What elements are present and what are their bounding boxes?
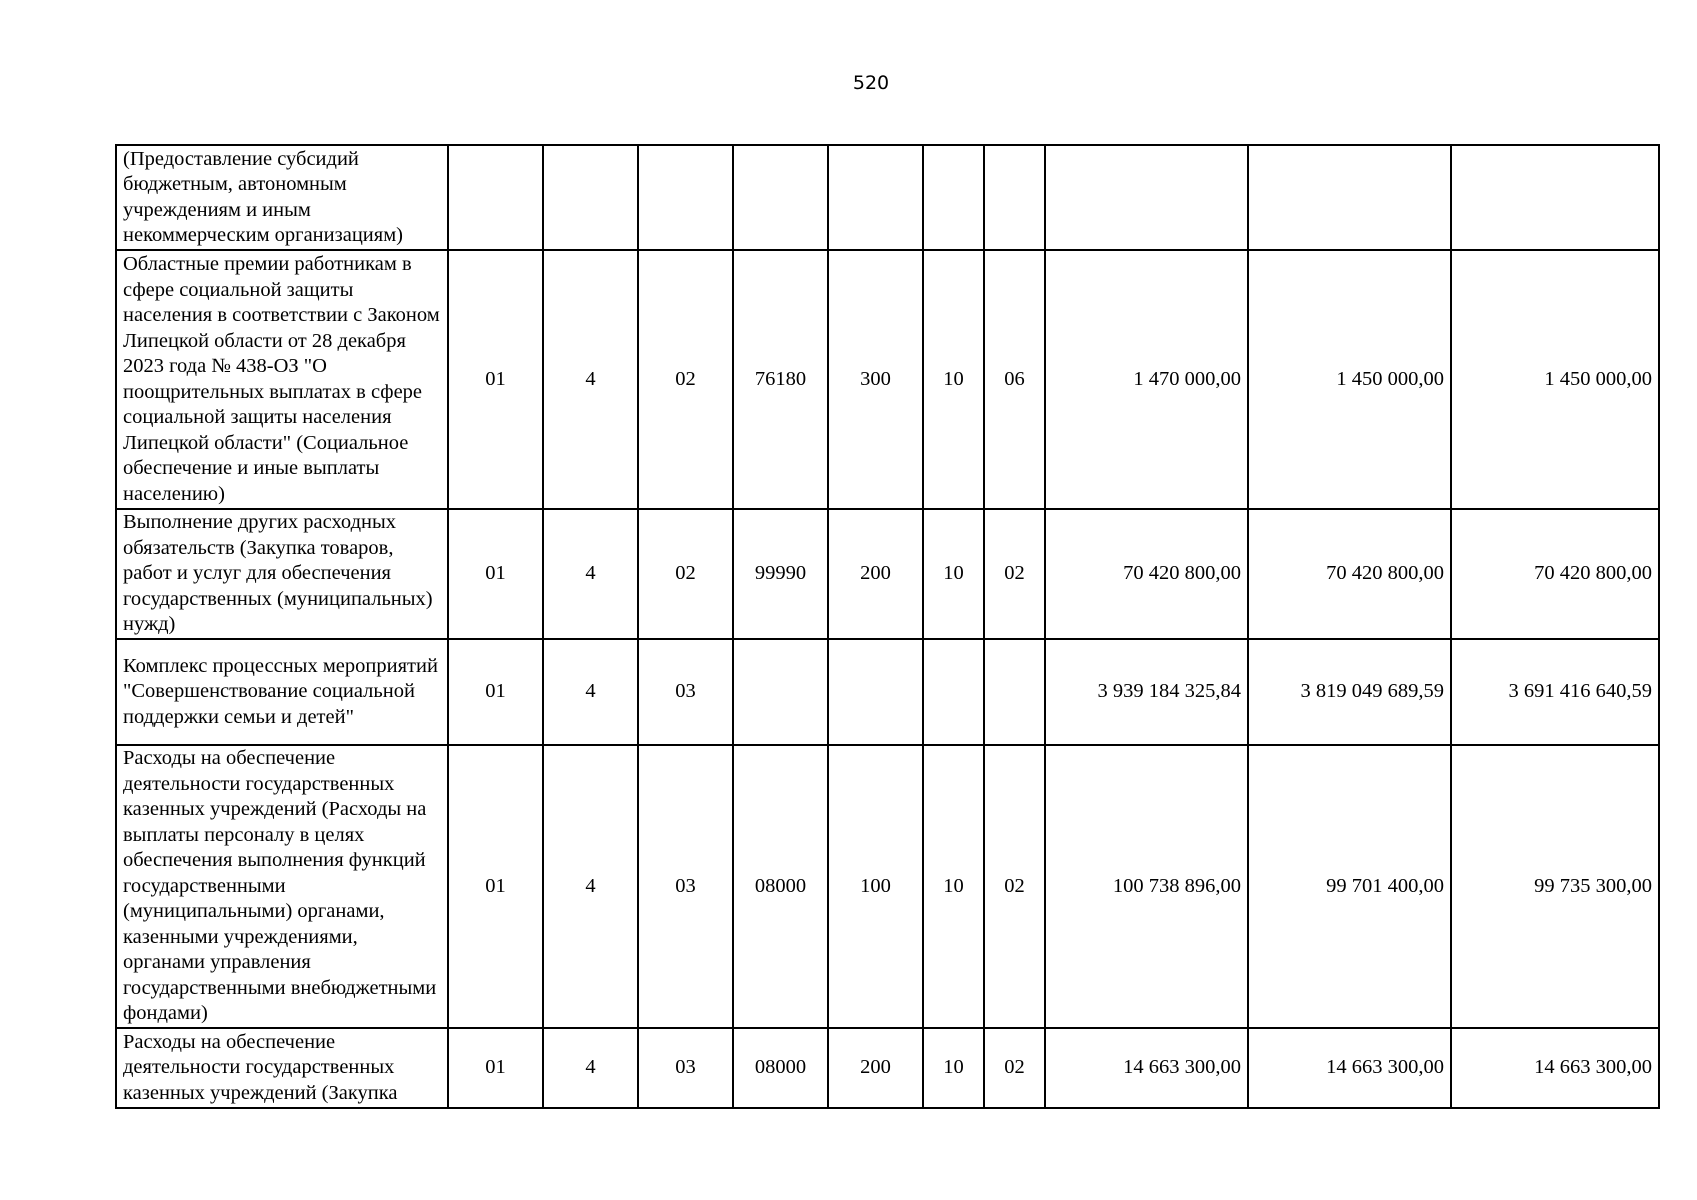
amount-cell: [1451, 145, 1659, 250]
code-cell: 03: [638, 1028, 733, 1108]
code-cell: 10: [923, 509, 984, 639]
code-cell: 200: [828, 509, 923, 639]
code-cell: 06: [984, 250, 1045, 509]
row-name: Комплекс процессных мероприятий "Совершенствование социальной поддержки семьи и детей": [116, 639, 448, 745]
amount-cell: 3 691 416 640,59: [1451, 639, 1659, 745]
row-name: Областные премии работникам в сфере социальной защиты населения в соответствии с Законом Липецкой области от 28 декабря 2023 года № 438-ОЗ "О поощрительных выплатах в сфере социальной защиты населения Липецкой области" (Социальное обеспечение и иные выплаты населению): [116, 250, 448, 509]
code-cell: [733, 639, 828, 745]
amount-cell: 3 819 049 689,59: [1248, 639, 1451, 745]
code-cell: 02: [984, 1028, 1045, 1108]
amount-cell: 1 470 000,00: [1045, 250, 1248, 509]
code-cell: 100: [828, 745, 923, 1028]
code-cell: [984, 145, 1045, 250]
code-cell: [543, 145, 638, 250]
code-cell: 300: [828, 250, 923, 509]
code-cell: 01: [448, 250, 543, 509]
code-cell: 10: [923, 250, 984, 509]
code-cell: 10: [923, 1028, 984, 1108]
code-cell: 03: [638, 639, 733, 745]
code-cell: 01: [448, 1028, 543, 1108]
code-cell: [448, 145, 543, 250]
amount-cell: 100 738 896,00: [1045, 745, 1248, 1028]
budget-table: [115, 144, 1660, 1109]
code-cell: 01: [448, 639, 543, 745]
code-cell: 10: [923, 745, 984, 1028]
amount-cell: [1248, 145, 1451, 250]
code-cell: 02: [984, 745, 1045, 1028]
code-cell: [828, 145, 923, 250]
code-cell: 02: [984, 509, 1045, 639]
amount-cell: 1 450 000,00: [1451, 250, 1659, 509]
row-name: Расходы на обеспечение деятельности государственных казенных учреждений (Расходы на выплаты персоналу в целях обеспечения выполнения функций государственными (муниципальными) органами, казенными учреждениями, органами управления государственными внебюджетными фондами): [116, 745, 448, 1028]
amount-cell: 70 420 800,00: [1248, 509, 1451, 639]
amount-cell: 14 663 300,00: [1045, 1028, 1248, 1108]
table-row: [116, 145, 1659, 250]
code-cell: 200: [828, 1028, 923, 1108]
code-cell: 03: [638, 745, 733, 1028]
code-cell: 4: [543, 250, 638, 509]
row-name: Расходы на обеспечение деятельности государственных казенных учреждений (Закупка: [116, 1028, 448, 1108]
table-row: [116, 639, 1659, 745]
code-cell: [828, 639, 923, 745]
code-cell: [733, 145, 828, 250]
amount-cell: 70 420 800,00: [1045, 509, 1248, 639]
amount-cell: [1045, 145, 1248, 250]
amount-cell: 14 663 300,00: [1248, 1028, 1451, 1108]
code-cell: 01: [448, 745, 543, 1028]
amount-cell: 14 663 300,00: [1451, 1028, 1659, 1108]
code-cell: [984, 639, 1045, 745]
page-number: 520: [852, 72, 890, 94]
table-row: [116, 745, 1659, 1028]
amount-cell: 3 939 184 325,84: [1045, 639, 1248, 745]
code-cell: [923, 639, 984, 745]
table-row: [116, 509, 1659, 639]
amount-cell: 99 701 400,00: [1248, 745, 1451, 1028]
amount-cell: 99 735 300,00: [1451, 745, 1659, 1028]
table-row: [116, 1028, 1659, 1108]
code-cell: 76180: [733, 250, 828, 509]
amount-cell: 70 420 800,00: [1451, 509, 1659, 639]
code-cell: 08000: [733, 1028, 828, 1108]
code-cell: 4: [543, 745, 638, 1028]
code-cell: 99990: [733, 509, 828, 639]
table-row: [116, 250, 1659, 509]
code-cell: 4: [543, 1028, 638, 1108]
code-cell: 08000: [733, 745, 828, 1028]
code-cell: [638, 145, 733, 250]
code-cell: 4: [543, 639, 638, 745]
code-cell: 02: [638, 250, 733, 509]
code-cell: 02: [638, 509, 733, 639]
code-cell: 01: [448, 509, 543, 639]
code-cell: 4: [543, 509, 638, 639]
code-cell: [923, 145, 984, 250]
amount-cell: 1 450 000,00: [1248, 250, 1451, 509]
row-name: Выполнение других расходных обязательств (Закупка товаров, работ и услуг для обеспечения государственных (муниципальных) нужд): [116, 509, 448, 639]
row-name: (Предоставление субсидий бюджетным, автономным учреждениям и иным некоммерческим организациям): [116, 145, 448, 250]
